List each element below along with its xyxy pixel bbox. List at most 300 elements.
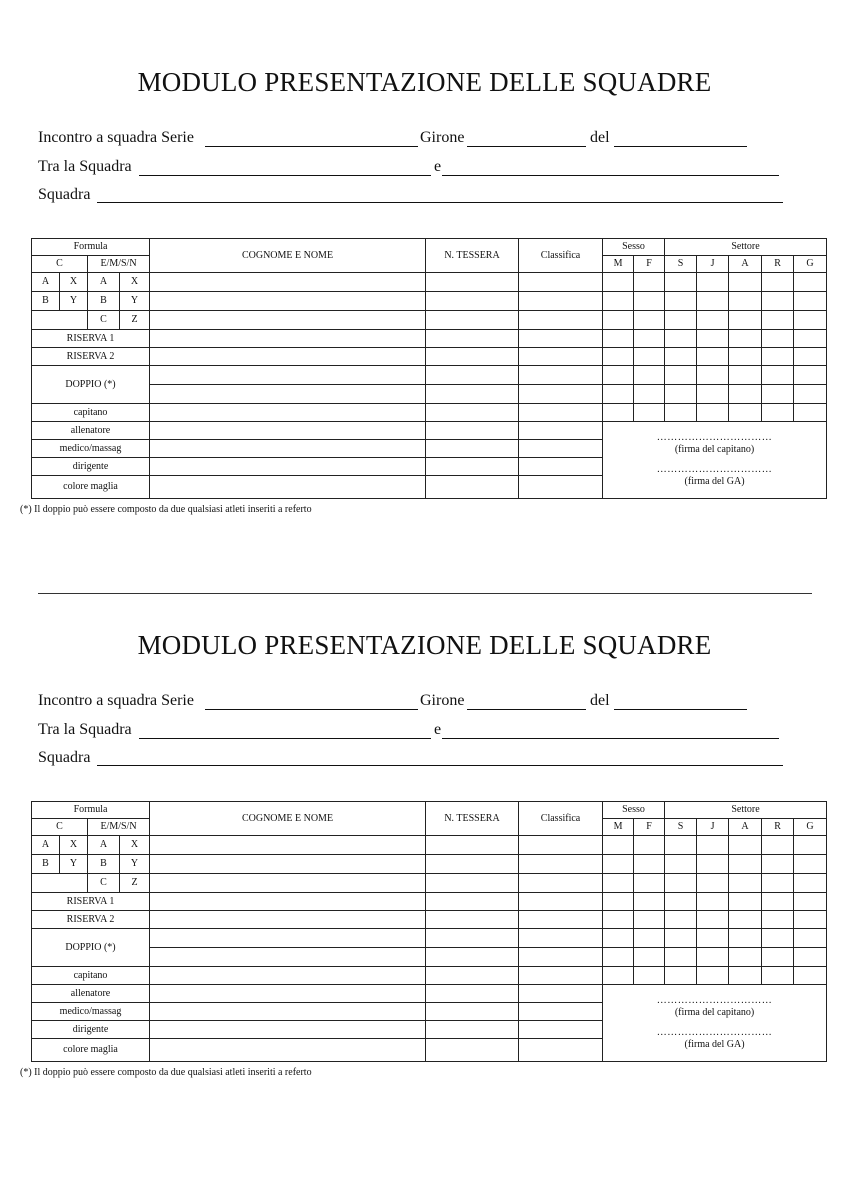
- check-cell[interactable]: [729, 855, 762, 874]
- formula-cell: C: [88, 311, 120, 330]
- signature-line-capitano[interactable]: ……………………………: [656, 432, 773, 443]
- check-cell[interactable]: [762, 911, 794, 929]
- table-row: [32, 948, 827, 967]
- riserva-1-label: RISERVA 1: [32, 893, 150, 911]
- check-cell[interactable]: [634, 893, 665, 911]
- check-cell[interactable]: [697, 273, 729, 292]
- players-table: [31, 238, 827, 499]
- sesso-header: Sesso: [603, 802, 665, 819]
- signature-line-capitano[interactable]: ……………………………: [656, 995, 773, 1006]
- tessera-cell[interactable]: [426, 836, 519, 855]
- cognome-nome-header: COGNOME E NOME: [150, 802, 426, 836]
- formula-header: Formula: [32, 802, 150, 819]
- label-squadra: Squadra: [38, 186, 91, 203]
- check-cell[interactable]: [729, 404, 762, 422]
- classifica-cell[interactable]: [519, 874, 603, 893]
- field-girone[interactable]: [467, 146, 586, 147]
- formula-cell: Y: [60, 292, 88, 311]
- check-cell[interactable]: [634, 874, 665, 893]
- check-cell[interactable]: [729, 385, 762, 404]
- check-cell[interactable]: [762, 273, 794, 292]
- field-squadra-2[interactable]: [442, 738, 779, 739]
- table-row: [32, 292, 827, 311]
- check-cell[interactable]: [729, 292, 762, 311]
- settore-j-header: J: [697, 819, 729, 836]
- name-cell[interactable]: [150, 948, 426, 967]
- riserva-1-label: RISERVA 1: [32, 330, 150, 348]
- tessera-cell[interactable]: [426, 476, 519, 499]
- classifica-cell[interactable]: [519, 404, 603, 422]
- check-cell[interactable]: [634, 855, 665, 874]
- check-cell[interactable]: [697, 929, 729, 948]
- table-row: [32, 967, 827, 985]
- check-cell[interactable]: [794, 855, 827, 874]
- formula-cell: B: [32, 292, 60, 311]
- classifica-cell[interactable]: [519, 948, 603, 967]
- check-cell[interactable]: [665, 366, 697, 385]
- sesso-f-header: F: [634, 256, 665, 273]
- sesso-m-header: M: [603, 819, 634, 836]
- name-cell[interactable]: [150, 1039, 426, 1062]
- check-cell[interactable]: [794, 404, 827, 422]
- check-cell[interactable]: [634, 330, 665, 348]
- field-data[interactable]: [614, 709, 747, 710]
- signature-area: [603, 422, 827, 499]
- players-table: [31, 801, 827, 1062]
- doppio-label: DOPPIO (*): [32, 366, 150, 404]
- settore-r-header: R: [762, 256, 794, 273]
- check-cell[interactable]: [634, 366, 665, 385]
- check-cell[interactable]: [762, 330, 794, 348]
- name-cell[interactable]: [150, 311, 426, 330]
- check-cell[interactable]: [729, 836, 762, 855]
- check-cell[interactable]: [603, 273, 634, 292]
- check-cell[interactable]: [697, 836, 729, 855]
- field-squadra[interactable]: [97, 202, 783, 203]
- settore-s-header: S: [665, 256, 697, 273]
- check-cell[interactable]: [794, 273, 827, 292]
- check-cell[interactable]: [762, 385, 794, 404]
- field-serie[interactable]: [205, 146, 418, 147]
- check-cell[interactable]: [729, 948, 762, 967]
- check-cell[interactable]: [794, 366, 827, 385]
- check-cell[interactable]: [697, 404, 729, 422]
- colore-maglia-label: colore maglia: [32, 1039, 150, 1062]
- table-row: [32, 855, 827, 874]
- check-cell[interactable]: [794, 836, 827, 855]
- settore-s-header: S: [665, 819, 697, 836]
- tessera-cell[interactable]: [426, 292, 519, 311]
- tessera-cell[interactable]: [426, 348, 519, 366]
- formula-cell: B: [88, 292, 120, 311]
- check-cell[interactable]: [634, 404, 665, 422]
- check-cell[interactable]: [794, 911, 827, 929]
- formula-cell: A: [88, 273, 120, 292]
- table-row: [32, 911, 827, 929]
- check-cell[interactable]: [794, 292, 827, 311]
- name-cell[interactable]: [150, 348, 426, 366]
- classifica-cell[interactable]: [519, 348, 603, 366]
- signature-line-ga[interactable]: ……………………………: [656, 464, 773, 475]
- table-row: [32, 404, 827, 422]
- tessera-cell[interactable]: [426, 855, 519, 874]
- name-cell[interactable]: [150, 458, 426, 476]
- medico-label: medico/massag: [32, 440, 150, 458]
- check-cell[interactable]: [794, 929, 827, 948]
- formula-cell: Z: [120, 874, 150, 893]
- name-cell[interactable]: [150, 836, 426, 855]
- firma-ga-label: (firma del GA): [684, 1039, 745, 1050]
- check-cell[interactable]: [603, 967, 634, 985]
- check-cell[interactable]: [697, 348, 729, 366]
- dirigente-label: dirigente: [32, 1021, 150, 1039]
- formula-emsn-header: E/M/S/N: [88, 256, 150, 273]
- dirigente-label: dirigente: [32, 458, 150, 476]
- tessera-cell[interactable]: [426, 273, 519, 292]
- table-row: [32, 985, 827, 1003]
- check-cell[interactable]: [729, 273, 762, 292]
- name-cell[interactable]: [150, 874, 426, 893]
- check-cell[interactable]: [762, 292, 794, 311]
- riserva-2-label: RISERVA 2: [32, 348, 150, 366]
- formula-cell: X: [60, 273, 88, 292]
- label-squadra: Squadra: [38, 749, 91, 766]
- field-girone[interactable]: [467, 709, 586, 710]
- check-cell[interactable]: [603, 292, 634, 311]
- formula-cell: B: [32, 855, 60, 874]
- tessera-cell[interactable]: [426, 893, 519, 911]
- check-cell[interactable]: [665, 836, 697, 855]
- table-row: [32, 874, 827, 893]
- medico-label: medico/massag: [32, 1003, 150, 1021]
- settore-r-header: R: [762, 819, 794, 836]
- check-cell[interactable]: [665, 311, 697, 330]
- tessera-cell[interactable]: [426, 366, 519, 385]
- signature-line-ga[interactable]: ……………………………: [656, 1027, 773, 1038]
- check-cell[interactable]: [665, 292, 697, 311]
- tessera-cell[interactable]: [426, 311, 519, 330]
- field-serie[interactable]: [205, 709, 418, 710]
- name-cell[interactable]: [150, 330, 426, 348]
- check-cell[interactable]: [697, 311, 729, 330]
- check-cell[interactable]: [665, 385, 697, 404]
- check-cell[interactable]: [634, 929, 665, 948]
- check-cell[interactable]: [729, 967, 762, 985]
- check-cell[interactable]: [603, 404, 634, 422]
- classifica-cell[interactable]: [519, 422, 603, 440]
- check-cell[interactable]: [794, 874, 827, 893]
- label-e: e: [434, 158, 442, 175]
- check-cell[interactable]: [762, 967, 794, 985]
- classifica-cell[interactable]: [519, 476, 603, 499]
- check-cell[interactable]: [634, 836, 665, 855]
- check-cell[interactable]: [665, 404, 697, 422]
- label-incontro: Incontro a squadra Serie: [38, 692, 194, 709]
- label-tra-la-squadra: Tra la Squadra: [38, 721, 132, 738]
- name-cell[interactable]: [150, 385, 426, 404]
- check-cell[interactable]: [665, 330, 697, 348]
- table-row: [32, 366, 827, 385]
- check-cell[interactable]: [762, 348, 794, 366]
- tessera-header: N. TESSERA: [426, 239, 519, 273]
- tessera-cell[interactable]: [426, 985, 519, 1003]
- name-cell[interactable]: [150, 893, 426, 911]
- table-row: [32, 422, 827, 440]
- field-data[interactable]: [614, 146, 747, 147]
- tessera-cell[interactable]: [426, 1021, 519, 1039]
- check-cell[interactable]: [697, 385, 729, 404]
- table-row: [32, 311, 827, 330]
- check-cell[interactable]: [634, 348, 665, 366]
- name-cell[interactable]: [150, 273, 426, 292]
- check-cell[interactable]: [697, 893, 729, 911]
- check-cell[interactable]: [603, 330, 634, 348]
- classifica-cell[interactable]: [519, 967, 603, 985]
- sesso-f-header: F: [634, 819, 665, 836]
- formula-cell: A: [32, 273, 60, 292]
- check-cell[interactable]: [794, 330, 827, 348]
- tessera-cell[interactable]: [426, 385, 519, 404]
- check-cell[interactable]: [697, 292, 729, 311]
- classifica-cell[interactable]: [519, 985, 603, 1003]
- check-cell[interactable]: [665, 348, 697, 366]
- name-cell[interactable]: [150, 1003, 426, 1021]
- name-cell[interactable]: [150, 292, 426, 311]
- settore-j-header: J: [697, 256, 729, 273]
- tessera-cell[interactable]: [426, 929, 519, 948]
- name-cell[interactable]: [150, 404, 426, 422]
- cut-line: [38, 593, 812, 594]
- check-cell[interactable]: [762, 404, 794, 422]
- check-cell[interactable]: [665, 855, 697, 874]
- classifica-cell[interactable]: [519, 385, 603, 404]
- check-cell[interactable]: [603, 911, 634, 929]
- formula-cell: A: [32, 836, 60, 855]
- check-cell[interactable]: [634, 273, 665, 292]
- check-cell[interactable]: [794, 385, 827, 404]
- check-cell[interactable]: [697, 874, 729, 893]
- settore-g-header: G: [794, 256, 827, 273]
- name-cell[interactable]: [150, 985, 426, 1003]
- table-row: [32, 330, 827, 348]
- check-cell[interactable]: [697, 911, 729, 929]
- check-cell[interactable]: [794, 348, 827, 366]
- formula-cell: Y: [120, 292, 150, 311]
- check-cell[interactable]: [729, 311, 762, 330]
- check-cell[interactable]: [697, 967, 729, 985]
- table-row: [32, 929, 827, 948]
- check-cell[interactable]: [665, 273, 697, 292]
- check-cell[interactable]: [603, 348, 634, 366]
- firma-capitano-label: (firma del capitano): [674, 444, 755, 455]
- classifica-cell[interactable]: [519, 273, 603, 292]
- check-cell[interactable]: [603, 929, 634, 948]
- name-cell[interactable]: [150, 366, 426, 385]
- formula-emsn-header: E/M/S/N: [88, 819, 150, 836]
- check-cell[interactable]: [603, 385, 634, 404]
- check-cell[interactable]: [603, 836, 634, 855]
- check-cell[interactable]: [729, 911, 762, 929]
- label-girone: Girone: [420, 129, 465, 146]
- riserva-2-label: RISERVA 2: [32, 911, 150, 929]
- check-cell[interactable]: [729, 366, 762, 385]
- sesso-m-header: M: [603, 256, 634, 273]
- label-incontro: Incontro a squadra Serie: [38, 129, 194, 146]
- cognome-nome-header: COGNOME E NOME: [150, 239, 426, 273]
- check-cell[interactable]: [665, 911, 697, 929]
- tessera-header: N. TESSERA: [426, 802, 519, 836]
- check-cell[interactable]: [762, 855, 794, 874]
- check-cell[interactable]: [762, 311, 794, 330]
- check-cell[interactable]: [794, 948, 827, 967]
- formula-cell: Z: [120, 311, 150, 330]
- check-cell[interactable]: [603, 893, 634, 911]
- check-cell[interactable]: [665, 874, 697, 893]
- formula-cell: X: [120, 273, 150, 292]
- field-squadra-1[interactable]: [139, 175, 431, 176]
- name-cell[interactable]: [150, 422, 426, 440]
- formula-cell: B: [88, 855, 120, 874]
- check-cell[interactable]: [762, 948, 794, 967]
- check-cell[interactable]: [697, 330, 729, 348]
- tessera-cell[interactable]: [426, 874, 519, 893]
- form-title: MODULO PRESENTAZIONE DELLE SQUADRE: [137, 630, 712, 660]
- formula-cell: C: [88, 874, 120, 893]
- classifica-cell[interactable]: [519, 855, 603, 874]
- name-cell[interactable]: [150, 929, 426, 948]
- table-row: [32, 385, 827, 404]
- tessera-cell[interactable]: [426, 967, 519, 985]
- tessera-cell[interactable]: [426, 948, 519, 967]
- field-squadra-2[interactable]: [442, 175, 779, 176]
- check-cell[interactable]: [603, 366, 634, 385]
- check-cell[interactable]: [634, 948, 665, 967]
- name-cell[interactable]: [150, 440, 426, 458]
- check-cell[interactable]: [603, 874, 634, 893]
- check-cell[interactable]: [729, 348, 762, 366]
- check-cell[interactable]: [794, 967, 827, 985]
- formula-cell: X: [60, 836, 88, 855]
- form-title: MODULO PRESENTAZIONE DELLE SQUADRE: [137, 67, 712, 97]
- check-cell[interactable]: [794, 893, 827, 911]
- name-cell[interactable]: [150, 855, 426, 874]
- check-cell[interactable]: [603, 855, 634, 874]
- settore-a-header: A: [729, 819, 762, 836]
- doppio-label: DOPPIO (*): [32, 929, 150, 967]
- footnote: (*) Il doppio può essere composto da due qualsiasi atleti inseriti a referto: [20, 1067, 312, 1078]
- name-cell[interactable]: [150, 476, 426, 499]
- check-cell[interactable]: [603, 948, 634, 967]
- check-cell[interactable]: [762, 874, 794, 893]
- check-cell[interactable]: [603, 311, 634, 330]
- tessera-cell[interactable]: [426, 330, 519, 348]
- settore-g-header: G: [794, 819, 827, 836]
- table-row: [32, 893, 827, 911]
- name-cell[interactable]: [150, 967, 426, 985]
- tessera-cell[interactable]: [426, 422, 519, 440]
- name-cell[interactable]: [150, 1021, 426, 1039]
- check-cell[interactable]: [697, 366, 729, 385]
- field-squadra[interactable]: [97, 765, 783, 766]
- allenatore-label: allenatore: [32, 422, 150, 440]
- classifica-cell[interactable]: [519, 458, 603, 476]
- check-cell[interactable]: [665, 948, 697, 967]
- tessera-cell[interactable]: [426, 911, 519, 929]
- classifica-cell[interactable]: [519, 330, 603, 348]
- classifica-cell[interactable]: [519, 893, 603, 911]
- check-cell[interactable]: [634, 292, 665, 311]
- check-cell[interactable]: [729, 874, 762, 893]
- check-cell[interactable]: [665, 893, 697, 911]
- check-cell[interactable]: [634, 911, 665, 929]
- check-cell[interactable]: [762, 929, 794, 948]
- table-row: [32, 836, 827, 855]
- check-cell[interactable]: [665, 929, 697, 948]
- table-row: [32, 273, 827, 292]
- classifica-cell[interactable]: [519, 911, 603, 929]
- classifica-cell[interactable]: [519, 311, 603, 330]
- classifica-cell[interactable]: [519, 440, 603, 458]
- formula-c-header: C: [32, 256, 88, 273]
- tessera-cell[interactable]: [426, 1003, 519, 1021]
- label-del: del: [590, 129, 610, 146]
- check-cell[interactable]: [634, 311, 665, 330]
- check-cell[interactable]: [729, 929, 762, 948]
- label-e: e: [434, 721, 442, 738]
- classifica-header: Classifica: [519, 802, 603, 836]
- check-cell[interactable]: [634, 385, 665, 404]
- check-cell[interactable]: [762, 366, 794, 385]
- check-cell[interactable]: [697, 855, 729, 874]
- classifica-cell[interactable]: [519, 1021, 603, 1039]
- capitano-label: capitano: [32, 404, 150, 422]
- check-cell[interactable]: [634, 967, 665, 985]
- check-cell[interactable]: [762, 893, 794, 911]
- classifica-header: Classifica: [519, 239, 603, 273]
- formula-cell: Y: [60, 855, 88, 874]
- tessera-cell[interactable]: [426, 458, 519, 476]
- capitano-label: capitano: [32, 967, 150, 985]
- table-row: [32, 348, 827, 366]
- label-tra-la-squadra: Tra la Squadra: [38, 158, 132, 175]
- label-del: del: [590, 692, 610, 709]
- check-cell[interactable]: [729, 893, 762, 911]
- classifica-cell[interactable]: [519, 1039, 603, 1062]
- classifica-cell[interactable]: [519, 929, 603, 948]
- classifica-cell[interactable]: [519, 1003, 603, 1021]
- check-cell[interactable]: [729, 330, 762, 348]
- check-cell[interactable]: [794, 311, 827, 330]
- footnote: (*) Il doppio può essere composto da due qualsiasi atleti inseriti a referto: [20, 504, 312, 515]
- settore-header: Settore: [665, 239, 827, 256]
- check-cell[interactable]: [665, 967, 697, 985]
- tessera-cell[interactable]: [426, 1039, 519, 1062]
- formula-header: Formula: [32, 239, 150, 256]
- check-cell[interactable]: [762, 836, 794, 855]
- check-cell[interactable]: [697, 948, 729, 967]
- allenatore-label: allenatore: [32, 985, 150, 1003]
- tessera-cell[interactable]: [426, 404, 519, 422]
- classifica-cell[interactable]: [519, 836, 603, 855]
- settore-header: Settore: [665, 802, 827, 819]
- name-cell[interactable]: [150, 911, 426, 929]
- formula-c-header: C: [32, 819, 88, 836]
- firma-capitano-label: (firma del capitano): [674, 1007, 755, 1018]
- field-squadra-1[interactable]: [139, 738, 431, 739]
- tessera-cell[interactable]: [426, 440, 519, 458]
- classifica-cell[interactable]: [519, 366, 603, 385]
- classifica-cell[interactable]: [519, 292, 603, 311]
